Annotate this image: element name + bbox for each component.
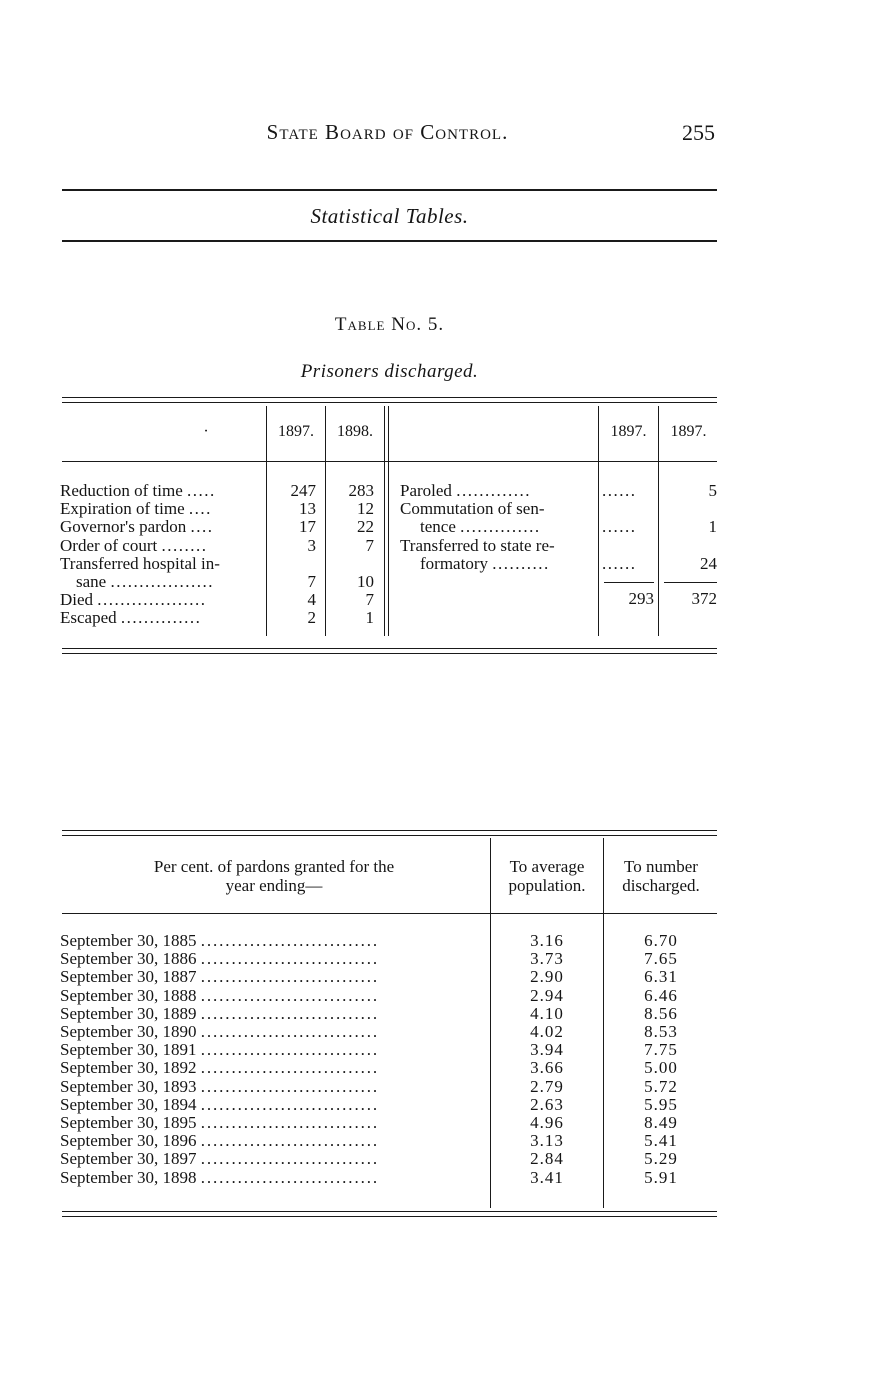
table5-row-label: [60, 518, 262, 536]
table5-header-1897-right: 1897.: [610, 423, 647, 440]
pardons-header-average: To average population.: [508, 857, 586, 895]
pardons-row-label: [60, 968, 486, 986]
pardons-discharged-value: 6.31: [644, 967, 678, 987]
pardons-leader: .............................: [200, 932, 380, 950]
pardons-row-label: [60, 1096, 486, 1114]
table5-total-rule-1: [604, 582, 654, 583]
row-label-text: sane: [76, 573, 107, 591]
pardons-avg-value: 2.63: [530, 1094, 564, 1114]
pardons-avg-value: 4.02: [530, 1022, 564, 1041]
table5-rule-top-1: [62, 397, 717, 398]
table5-value-1897: 7: [307, 572, 316, 591]
pardons-leader: .............................: [200, 1168, 380, 1187]
pardons-discharged-value: 5.00: [644, 1058, 678, 1078]
table5-total-rule-2: [664, 582, 717, 583]
table5-right-value-a: ......: [602, 517, 637, 537]
pardons-date: September 30, 1891: [60, 1041, 197, 1060]
table5-header-1898-left: 1898.: [337, 423, 373, 440]
table5-right-row-label: [420, 518, 596, 536]
running-head: [60, 120, 715, 150]
pardons-date: September 30, 1897: [60, 1150, 197, 1169]
pardons-leader: .............................: [200, 950, 380, 969]
pardons-leader: .............................: [200, 986, 380, 1005]
pardons-date: September 30, 1892: [60, 1059, 197, 1078]
pardons-avg-value: 2.90: [530, 967, 564, 987]
row-label-leader: ..............: [460, 518, 541, 537]
pardons-row-label: [60, 987, 486, 1005]
pardons-date: September 30, 1894: [60, 1095, 197, 1114]
pardons-discharged-value: 5.91: [644, 1167, 678, 1187]
table5-subtitle: Prisoners discharged.: [300, 361, 479, 382]
row-label-leader: ........: [161, 536, 208, 555]
pardons-avg-value: 3.73: [530, 949, 564, 969]
pardons-leader: .............................: [200, 1132, 380, 1151]
table5-row-label: [76, 573, 262, 591]
pardons-avg-value: 3.16: [530, 931, 564, 950]
pardons-date: September 30, 1887: [60, 968, 197, 987]
pardons-date: September 30, 1896: [60, 1132, 197, 1151]
pardons-avg-value: 4.96: [530, 1113, 564, 1132]
pardons-avg-value: 2.84: [530, 1149, 564, 1169]
table5-right-row-label: [420, 555, 596, 573]
pardons-discharged-value: 6.70: [644, 931, 678, 950]
row-label-leader: ..........: [492, 554, 550, 573]
table5-value-1897: 4: [307, 590, 316, 610]
pardons-row-label: [60, 1023, 486, 1041]
table5-value-1897: 2: [307, 608, 316, 628]
pardons-row-label: [60, 1150, 486, 1168]
row-label-leader: ....: [188, 500, 212, 519]
pardons-header-rule: [62, 913, 717, 914]
pardons-leader: .............................: [200, 1004, 380, 1023]
section-title: Statistical Tables.: [310, 204, 469, 228]
pardons-row-label: [60, 1114, 486, 1132]
pardons-discharged-value: 8.49: [644, 1113, 678, 1132]
table5-value-1897: 13: [299, 499, 316, 519]
table5-header-marker: ·: [203, 423, 209, 440]
table5-vrule-5: [658, 406, 659, 636]
table5-value-1898: 10: [357, 572, 374, 591]
pardons-leader: .............................: [200, 1041, 380, 1060]
pardons-row-label: [60, 1169, 486, 1187]
table5-right-value-a: 293: [628, 589, 654, 608]
pardons-rule-top-2: [62, 835, 717, 836]
pardons-rule-bottom-1: [62, 1211, 717, 1212]
pardons-discharged-value: 7.65: [644, 949, 678, 969]
row-label-leader: ..................: [110, 573, 214, 591]
row-label-leader: ...................: [97, 591, 207, 610]
pardons-discharged-value: 7.75: [644, 1040, 678, 1060]
pardons-date: September 30, 1885: [60, 932, 197, 950]
rule-section-bottom: [62, 240, 717, 242]
rule-top: [62, 189, 717, 191]
table5-right-value-a: ......: [602, 481, 637, 500]
pardons-leader: .............................: [200, 1095, 380, 1114]
table5-value-1898: 12: [357, 499, 374, 519]
pardons-header-period: Per cent. of pardons granted for the year ending—: [153, 857, 395, 895]
table5-row-label: [60, 591, 262, 609]
pardons-discharged-value: 5.72: [644, 1076, 678, 1096]
pardons-avg-value: 3.94: [530, 1040, 564, 1060]
table5-value-1898: 1: [365, 608, 374, 628]
table5-header-rule: [62, 461, 717, 462]
pardons-avg-value: 3.41: [530, 1167, 564, 1187]
pardons-avg-value: 3.66: [530, 1058, 564, 1078]
row-label-leader: ..............: [120, 609, 202, 628]
table5-value-1898: 283: [348, 481, 374, 500]
pardons-row-label: [60, 1041, 486, 1059]
pardons-date: September 30, 1888: [60, 986, 197, 1005]
pardons-discharged-value: 8.53: [644, 1022, 678, 1041]
table5-value-1898: 7: [365, 590, 374, 610]
pardons-date: September 30, 1886: [60, 950, 197, 969]
table5-right-value-a: ......: [602, 553, 637, 573]
table5-vrule-4: [598, 406, 599, 636]
pardons-header-discharged: To number discharged.: [622, 857, 700, 895]
pardons-discharged-value: 5.41: [644, 1131, 678, 1151]
pardons-avg-value: 4.10: [530, 1003, 564, 1023]
pardons-row-label: [60, 1132, 486, 1150]
row-label-text: Paroled: [400, 482, 452, 500]
pardons-leader: .............................: [200, 1114, 380, 1132]
row-label-leader: .............: [456, 482, 531, 500]
pardons-leader: .............................: [200, 968, 380, 987]
pardons-date: September 30, 1893: [60, 1077, 197, 1096]
table5-right-value-b: 1: [708, 517, 717, 537]
pardons-date: September 30, 1895: [60, 1114, 197, 1132]
table5-vrule-2: [325, 406, 326, 636]
table5-vrule-3a: [384, 406, 385, 636]
pardons-avg-value: 2.94: [530, 985, 564, 1005]
row-label-text: Escaped: [60, 609, 117, 628]
row-label-leader: .....: [187, 482, 216, 500]
pardons-row-label: [60, 1005, 486, 1023]
pardons-leader: .............................: [200, 1077, 380, 1096]
pardons-date: September 30, 1898: [60, 1168, 197, 1187]
table5-row-label: [60, 500, 262, 518]
table5-right-row-label: [400, 537, 596, 555]
table5-vrule-3b: [388, 406, 389, 636]
table5-right-value-b: 24: [700, 553, 717, 573]
page-number: 255: [682, 120, 715, 145]
pardons-discharged-value: 8.56: [644, 1003, 678, 1023]
table5-value-1897: 247: [290, 481, 316, 500]
row-label-text: formatory: [420, 554, 488, 573]
row-label-text: Expiration of time: [60, 500, 185, 519]
table5-rule-bottom-2: [62, 653, 717, 654]
row-label-text: Governor's pardon: [60, 518, 187, 537]
row-label-text: Died: [60, 591, 94, 610]
pardons-vrule-1: [490, 838, 491, 1208]
pardons-leader: .............................: [200, 1150, 380, 1169]
table5-value-1897: 17: [299, 517, 316, 537]
table5-rule-bottom-1: [62, 648, 717, 649]
pardons-row-label: [60, 1059, 486, 1077]
pardons-discharged-value: 5.29: [644, 1149, 678, 1169]
row-label-text: Commutation of sen-: [400, 500, 545, 519]
row-label-text: Transferred hospital in-: [60, 554, 220, 573]
pardons-discharged-value: 5.95: [644, 1094, 678, 1114]
table5-value-1897: 3: [307, 535, 316, 555]
table5-header-1897-left: 1897.: [278, 423, 314, 440]
pardons-date: September 30, 1890: [60, 1023, 197, 1041]
table5-header-1897-right-2: 1897.: [670, 423, 707, 440]
table5-right-value-b: 372: [691, 589, 717, 608]
row-label-leader: ....: [190, 518, 214, 537]
pardons-rule-bottom-2: [62, 1216, 717, 1217]
table5-row-label: [60, 555, 262, 573]
table5-vrule-1: [266, 406, 267, 636]
pardons-discharged-value: 6.46: [644, 985, 678, 1005]
pardons-date: September 30, 1889: [60, 1004, 197, 1023]
table5-right-value-b: 5: [708, 481, 717, 500]
table5-value-1898: 7: [365, 535, 374, 555]
table5-row-label: [60, 537, 262, 555]
running-title: State Board of Control.: [266, 120, 509, 144]
pardons-rule-top-1: [62, 830, 717, 831]
pardons-leader: .............................: [200, 1059, 380, 1078]
pardons-row-label: [60, 932, 486, 950]
table5-rule-top-2: [62, 402, 717, 403]
pardons-row-label: [60, 950, 486, 968]
table5-value-1898: 22: [357, 517, 374, 537]
pardons-row-label: [60, 1078, 486, 1096]
pardons-avg-value: 3.13: [530, 1131, 564, 1151]
pardons-vrule-2: [603, 838, 604, 1208]
table5-right-row-label: [400, 500, 596, 518]
table5-row-label: [60, 482, 262, 500]
row-label-text: Order of court: [60, 536, 158, 555]
pardons-leader: .............................: [200, 1023, 380, 1041]
table5-right-row-label: [400, 482, 596, 500]
row-label-text: Transferred to state re-: [400, 536, 555, 555]
row-label-text: Reduction of time: [60, 482, 183, 500]
table5-row-label: [60, 609, 262, 627]
table5-title: Table No. 5.: [334, 314, 445, 335]
row-label-text: tence: [420, 518, 456, 537]
pardons-avg-value: 2.79: [530, 1076, 564, 1096]
